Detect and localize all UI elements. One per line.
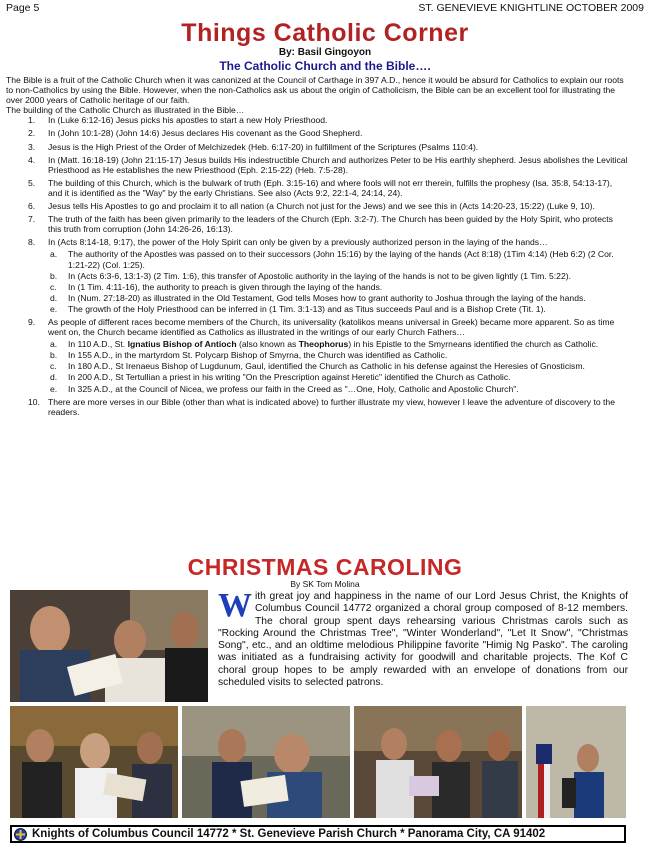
sub-item-text: In 155 A.D., in the martyrdom St. Polycarp Bishop of Smyrna, the Church was identified as Catholic. bbox=[68, 350, 448, 361]
item-number: 6. bbox=[28, 201, 36, 212]
sub-item-letter: c. bbox=[50, 281, 57, 292]
list-item bbox=[6, 201, 628, 211]
item-number: 9. bbox=[28, 316, 36, 327]
photo-content bbox=[182, 706, 350, 818]
photo-content bbox=[354, 706, 522, 818]
sub-item-letter: d. bbox=[50, 372, 58, 383]
sub-item-text: The growth of the Holy Priesthood can be inferred in (1 Tim. 3:1-13) and as Titus succeeds Paul and is a Bishop Crete (Tit. 1). bbox=[68, 303, 546, 314]
sub-item-letter: a. bbox=[50, 249, 58, 260]
bold-name: Theophorus bbox=[298, 339, 349, 350]
caroling-body bbox=[218, 587, 628, 689]
list-item bbox=[6, 317, 628, 394]
article-title: Things Catholic Corner bbox=[181, 19, 469, 47]
list-item bbox=[6, 214, 628, 234]
item-text: There are more verses in our Bible (other than what is indicated above) to further illustrate my view, however I leave the adventure of discovery to the readers. bbox=[48, 396, 615, 417]
footer-text: Knights of Columbus Council 14772 * St. Genevieve Parish Church * Panorama City, CA 91402 bbox=[32, 828, 546, 840]
list-item bbox=[6, 237, 628, 314]
list-item bbox=[6, 142, 628, 152]
lead-paragraph: The building of the Catholic Church as illustrated in the Bible… bbox=[6, 105, 245, 116]
item-number: 2. bbox=[28, 128, 36, 139]
sub-item-letter: e. bbox=[50, 383, 58, 394]
sub-list-item bbox=[6, 361, 628, 371]
article-byline: By: Basil Gingoyon bbox=[278, 47, 372, 58]
item-number: 8. bbox=[28, 237, 36, 248]
list-item bbox=[6, 128, 628, 138]
caroling-photo-1 bbox=[10, 706, 178, 818]
sub-item-text-pre: In 110 A.D., St. bbox=[68, 339, 128, 350]
points-list bbox=[6, 115, 628, 416]
sub-item-text-post: ) in his Epistle to the Smyrneans identified the church as Catholic. bbox=[348, 339, 599, 350]
sub-item-letter: e. bbox=[50, 303, 58, 314]
sub-item-text: In (Num. 27:18-20) as illustrated in the Old Testament, God tells Moses how to grant authority to Joshua through the laying of the hands. bbox=[68, 292, 586, 303]
item-number: 7. bbox=[28, 214, 36, 225]
photo-content bbox=[10, 590, 208, 702]
sub-item-text: In 200 A.D., St Tertullian a priest in his writing "On the Prescription against Heretic" identified the Church as Catholic. bbox=[68, 372, 511, 383]
bold-name: Ignatius Bishop of Antioch bbox=[127, 339, 237, 350]
sub-item-letter: c. bbox=[50, 361, 57, 372]
item-text: Jesus tells His Apostles to go and proclaim it to all nation (a Church not just for the Jews) and we see this in (Acts 14:20-23, 15:22) (Luke 9, 10). bbox=[48, 201, 595, 212]
item-text: In (Matt. 16:18-19) (John 21:15-17) Jesus builds His indestructible Church and authorizes Peter to be His earthly shepherd. Jesus abolishes the Levitical Priesthood as He establishes the new Priesthood (Eph. 2:15-22) (Heb. 7:5-28). bbox=[48, 154, 628, 175]
sub-item-letter: b. bbox=[50, 350, 58, 361]
item-text: In (Luke 6:12-16) Jesus picks his apostles to start a new Holy Priesthood. bbox=[48, 115, 328, 126]
sub-list-item bbox=[6, 339, 628, 349]
item-text: In (Acts 8:14-18, 9:17), the power of the Holy Spirit can only be given by a previously authorized person in the laying of the hands… bbox=[48, 237, 548, 248]
sub-item-text: In 325 A.D., at the Council of Nicea, we profess our faith in the Creed as "…One, Holy, Catholic and Apostolic Church". bbox=[68, 383, 519, 394]
caroling-photo-main bbox=[10, 590, 208, 702]
article-subtitle: The Catholic Church and the Bible…. bbox=[219, 59, 431, 73]
sub-list bbox=[48, 249, 628, 314]
knights-emblem-icon bbox=[14, 828, 27, 841]
list-item bbox=[6, 397, 628, 417]
intro-paragraph: The Bible is a fruit of the Catholic Church when it was canonized at the Council of Carthage in 397 A.D., hence it would be absurd for Catholics to explain our roots to non-Catholics by using the Bible. However, when the non-Catholics ask us about the origin of Catholicism, the Bible can be an excellent tool for illustrating the over 2000 years of Catholic heritage of our faith. bbox=[6, 75, 624, 106]
sub-list-item bbox=[6, 271, 628, 281]
caroling-title: CHRISTMAS CAROLING bbox=[187, 554, 463, 580]
caroling-text: ith great joy and happiness in the name of our Lord Jesus Christ, the Knights of Columbus Council 14772 organized a choral group composed of 8-12 members. The choral group spent days rehearsing various Christmas carols such as "Rocking Around the Christmas Tree", "Winter Wonderland", "Let It Snow", "Christmas Song", etc., and an oldtime melodious Philippine favorite "Himig Ng Pasko". The caroling was initiated as a fundraising activity for goodwill and charitable projects. The Kof C choral group hopes to be amply rewarded with an envelope of donations from our scheduled visits to selected patrons. bbox=[218, 591, 628, 689]
footer-banner bbox=[10, 825, 626, 843]
sub-list-item bbox=[6, 304, 628, 314]
sub-item-text-mid: (also known as bbox=[236, 339, 299, 350]
caroling-photo-3 bbox=[354, 706, 522, 818]
photo-content bbox=[10, 706, 178, 818]
sub-item-text: In (Acts 6:3-6, 13:1-3) (2 Tim. 1:6), this transfer of Apostolic authority in the laying of the hands is not to be given lightly (1 Tim. 5:22). bbox=[68, 270, 571, 281]
item-number: 5. bbox=[28, 177, 36, 188]
sub-item-letter: d. bbox=[50, 292, 58, 303]
sub-list-item bbox=[6, 282, 628, 292]
list-item bbox=[6, 155, 628, 175]
item-number: 1. bbox=[28, 115, 36, 126]
sub-item-text: In 180 A.D., St Irenaeus Bishop of Lugdunum, Gaul, identified the Church as Catholic in his defense against the Heresies of Gnosticism. bbox=[68, 361, 585, 372]
sub-list-item bbox=[6, 350, 628, 360]
item-text: Jesus is the High Priest of the Order of Melchizedek (Heb. 6:17-20) in fulfillment of the Scriptures (Psalms 110:4). bbox=[48, 141, 479, 152]
item-text: The building of this Church, which is the bulwark of truth (Eph. 3:15-16) and where fools will not err therein, fulfills the prophesy (Isa. 35:8, 54:13-17), and it is identified as the "Way" by the early Christians. See also (Acts 9:2, 22:1-4, 24:14, 24). bbox=[48, 177, 613, 198]
sub-item-letter: b. bbox=[50, 270, 58, 281]
publication-name: ST. GENEVIEVE KNIGHTLINE OCTOBER 2009 bbox=[418, 2, 644, 14]
sub-item-text: In (1 Tim. 4:11-16), the authority to preach is given through the laying of the hands. bbox=[68, 281, 383, 292]
sub-item-letter: a. bbox=[50, 339, 58, 350]
page-number: Page 5 bbox=[6, 2, 40, 14]
sub-item-text: The authority of the Apostles was passed on to their successors (John 15:16) by the laying of the hands (Act 8:18) (1Tim 4:14) (Heb 6:2) (2 Cor. 1:21-22) (Col. 1:25). bbox=[68, 249, 614, 270]
sub-list-item bbox=[6, 384, 628, 394]
sub-list bbox=[48, 339, 628, 393]
item-text: In (John 10:1-28) (John 14:6) Jesus declares His covenant as the Good Shepherd. bbox=[48, 128, 363, 139]
sub-list-item bbox=[6, 372, 628, 382]
sub-list-item bbox=[6, 249, 628, 269]
list-item bbox=[6, 115, 628, 125]
item-number: 4. bbox=[28, 154, 36, 165]
item-text: The truth of the faith has been given primarily to the leaders of the Church (Eph. 3:2-7). The Church has been guided by the Holy Spirit, who protects this truth from corruption (John 14:26-26, 16:13). bbox=[48, 214, 613, 235]
item-number: 3. bbox=[28, 141, 36, 152]
caroling-photo-2 bbox=[182, 706, 350, 818]
item-text: As people of different races become members of the Church, its universality (katolikos means universal in Greek) became more apparent. So as time went on, the Church became identified as Catholics as illustrated in the writings of our early Church Fathers… bbox=[48, 316, 615, 338]
caroling-byline: By SK Tom Molina bbox=[290, 579, 360, 589]
item-number: 10. bbox=[28, 396, 40, 407]
sub-list-item bbox=[6, 293, 628, 303]
photo-content bbox=[526, 706, 626, 818]
page-header bbox=[6, 2, 644, 16]
caroling-photo-4 bbox=[526, 706, 626, 818]
article-body bbox=[6, 75, 628, 420]
drop-cap: W bbox=[218, 587, 252, 624]
list-item bbox=[6, 178, 628, 198]
